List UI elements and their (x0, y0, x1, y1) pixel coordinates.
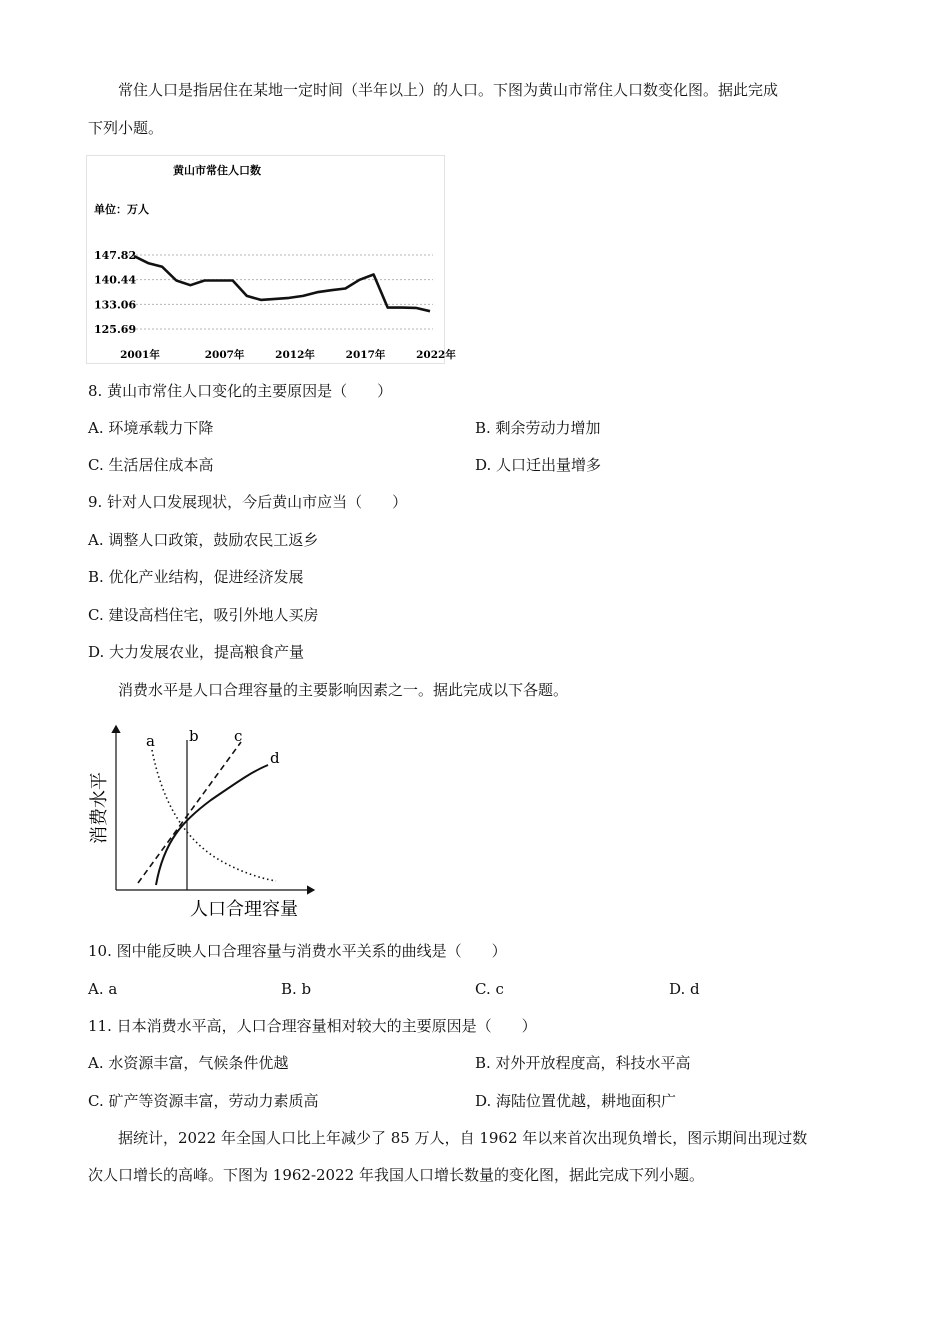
curve-c (138, 742, 241, 883)
x-axis-label: 人口合理容量 (190, 899, 298, 920)
q11-option-a[interactable]: A. 水资源丰富，气候条件优越 (88, 1054, 289, 1072)
x-tick-label: 2007年 (204, 349, 245, 361)
y-tick-label: 133.06 (94, 298, 137, 312)
capacity-diagram (86, 720, 336, 925)
q9-option-a[interactable]: A. 调整人口政策，鼓励农民工返乡 (88, 531, 319, 549)
intro-1-line-2: 下列小题。 (88, 119, 164, 137)
y-tick-label: 125.69 (94, 323, 137, 336)
intro-2: 消费水平是人口合理容量的主要影响因素之一。据此完成以下各题。 (118, 681, 569, 699)
q9-option-d[interactable]: D. 大力发展农业，提高粮食产量 (88, 643, 305, 661)
x-tick-label: 2012年 (275, 349, 315, 361)
q11-stem: 11. 日本消费水平高，人口合理容量相对较大的主要原因是（ ） (88, 1017, 537, 1035)
q11-option-b[interactable]: B. 对外开放程度高，科技水平高 (475, 1054, 691, 1072)
x-tick-label: 2022年 (416, 349, 456, 361)
q8-option-a[interactable]: A. 环境承载力下降 (88, 419, 214, 437)
population-chart (86, 155, 456, 365)
q8-stem: 8. 黄山市常住人口变化的主要原因是（ ） (88, 382, 393, 400)
y-tick-label: 140.44 (94, 273, 137, 287)
q8-option-c[interactable]: C. 生活居住成本高 (88, 456, 214, 474)
q10-option-a[interactable]: A. a (88, 980, 118, 998)
intro-3-line-1: 据统计，2022 年全国人口比上年减少了 85 万人，自 1962 年以来首次出现负增长，图示期间出现过数 (118, 1129, 808, 1147)
q10-option-d[interactable]: D. d (669, 980, 700, 998)
curve-c-label: c (234, 727, 243, 745)
capacity-diagram-svg (86, 720, 336, 925)
y-tick-label: 147.82 (94, 249, 137, 262)
q11-option-c[interactable]: C. 矿产等资源丰富，劳动力素质高 (88, 1092, 319, 1110)
q9-stem: 9. 针对人口发展现状，今后黄山市应当（ ） (88, 493, 408, 511)
intro-1-line-1: 常住人口是指居住在某地一定时间（半年以上）的人口。下图为黄山市常住人口数变化图。据此完成 (118, 81, 779, 99)
q10-stem: 10. 图中能反映人口合理容量与消费水平关系的曲线是（ ） (88, 942, 507, 960)
q8-option-b[interactable]: B. 剩余劳动力增加 (475, 419, 601, 437)
x-tick-label: 2017年 (345, 349, 386, 361)
q11-option-d[interactable]: D. 海陆位置优越，耕地面积广 (475, 1092, 677, 1110)
chart-unit: 单位：万人 (94, 203, 149, 216)
curve-d-label: d (270, 749, 280, 767)
curve-b-label: b (189, 727, 199, 745)
population-chart-svg (86, 155, 456, 365)
x-tick-label: 2001年 (120, 349, 160, 361)
q8-option-d[interactable]: D. 人口迁出量增多 (475, 456, 602, 474)
curve-a-label: a (146, 732, 155, 750)
q9-option-b[interactable]: B. 优化产业结构，促进经济发展 (88, 568, 304, 586)
q9-option-c[interactable]: C. 建设高档住宅，吸引外地人买房 (88, 606, 319, 624)
intro-3-line-2: 次人口增长的高峰。下图为 1962-2022 年我国人口增长数量的变化图，据此完成下列小题。 (88, 1166, 704, 1184)
y-axis-label: 消费水平 (89, 772, 110, 844)
q10-option-b[interactable]: B. b (281, 980, 312, 998)
chart-title: 黄山市常住人口数 (173, 164, 261, 177)
q10-option-c[interactable]: C. c (475, 980, 504, 998)
